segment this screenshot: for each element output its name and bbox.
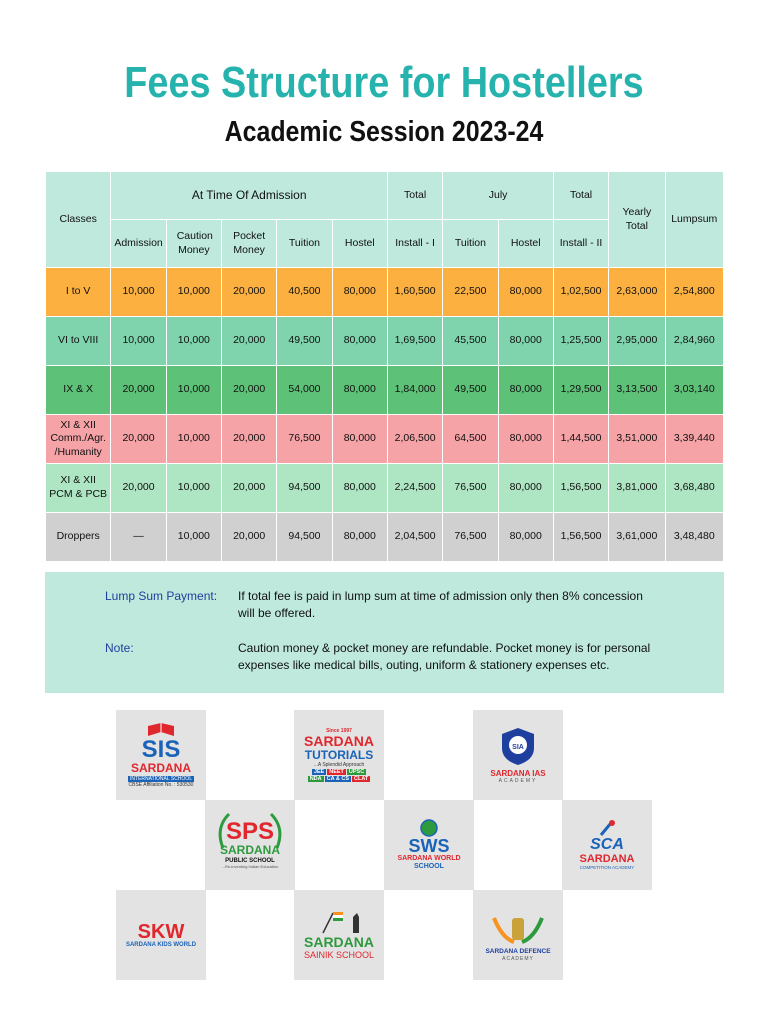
- july-hostel-cell: 80,000: [498, 268, 553, 317]
- ias-badge: SIA: [512, 744, 524, 751]
- sws-name: SARDANA WORLD: [397, 855, 461, 863]
- tuition-cell: 40,500: [277, 268, 332, 317]
- lump-sum-line: If total fee is paid in lump sum at time of admission only then 8% concession: [238, 589, 643, 603]
- header-at-admission: At Time Of Admission: [111, 172, 388, 220]
- tuition-cell: 94,500: [277, 513, 332, 562]
- july-hostel-cell: 80,000: [498, 366, 553, 415]
- header-hostel-1: Hostel: [332, 220, 387, 268]
- table-row: [46, 513, 724, 562]
- install-1-cell: 2,24,500: [387, 464, 442, 513]
- install-2-cell: 1,56,500: [553, 513, 608, 562]
- pocket-cell: 20,000: [222, 415, 277, 464]
- flag-soldier-icon: [309, 909, 369, 935]
- note-label: Note:: [105, 641, 134, 655]
- tag: CLAT: [354, 776, 369, 783]
- july-tuition-cell: 64,500: [443, 415, 498, 464]
- sis-name: SARDANA: [131, 761, 191, 776]
- install-1-cell: 2,06,500: [387, 415, 442, 464]
- header-install-1: Install - I: [387, 220, 442, 268]
- july-tuition-cell: 76,500: [443, 464, 498, 513]
- july-tuition-cell: 76,500: [443, 513, 498, 562]
- yearly-total-cell: 3,51,000: [609, 415, 665, 464]
- notes-panel: [45, 572, 724, 693]
- class-line: Comm./Agr.: [50, 432, 106, 445]
- logo-sardana-competition-academy: [562, 800, 652, 890]
- pocket-cell: 20,000: [222, 317, 277, 366]
- header-caution-money: Caution Money: [166, 220, 221, 268]
- caution-cell: 10,000: [166, 464, 221, 513]
- tutorials-name2: TUTORIALS: [304, 748, 374, 763]
- july-hostel-cell: 80,000: [498, 317, 553, 366]
- header-install-2: Install - II: [553, 220, 608, 268]
- lump-sum-line: will be offered.: [238, 606, 316, 620]
- class-cell: I to V: [46, 268, 111, 317]
- logo-sardana-tutorials: [294, 710, 384, 800]
- sis-sub: INTERNATIONAL SCHOOL: [130, 775, 192, 782]
- yearly-total-cell: 2,63,000: [609, 268, 665, 317]
- lump-sum-label: Lump Sum Payment:: [105, 589, 218, 603]
- note-line: Caution money & pocket money are refundable. Pocket money is for personal: [238, 641, 651, 655]
- sws-sub: SCHOOL: [414, 863, 444, 870]
- logo-sardana-defence-academy: [473, 890, 563, 980]
- caution-cell: 10,000: [166, 366, 221, 415]
- note-text: [238, 640, 678, 674]
- admission-cell: 20,000: [111, 415, 166, 464]
- torch-icon: [597, 819, 617, 837]
- logo-sardana-sainik-school: [294, 890, 384, 980]
- sainik-name: SARDANA: [304, 934, 374, 951]
- skw-big: SKW: [137, 920, 185, 943]
- defence-sub: ACADEMY: [502, 955, 534, 962]
- caution-cell: 10,000: [166, 415, 221, 464]
- tuition-cell: 94,500: [277, 464, 332, 513]
- install-2-cell: 1,44,500: [553, 415, 608, 464]
- defence-name: SARDANA DEFENCE: [485, 948, 551, 956]
- hostel-cell: 80,000: [332, 464, 387, 513]
- hostel-cell: 80,000: [332, 366, 387, 415]
- tuition-cell: 54,000: [277, 366, 332, 415]
- page-subtitle: Academic Session 2023-24: [224, 116, 544, 148]
- lumpsum-cell: 2,84,960: [665, 317, 723, 366]
- yearly-total-cell: 3,81,000: [609, 464, 665, 513]
- install-2-cell: 1,29,500: [553, 366, 608, 415]
- sis-tiny: CBSE Affiliation No. : 530530: [128, 781, 194, 788]
- lump-sum-text: [238, 588, 678, 622]
- sca-big: SCA: [590, 836, 624, 854]
- lumpsum-cell: 2,54,800: [665, 268, 723, 317]
- header-admission: Admission: [111, 220, 166, 268]
- globe-icon: [418, 819, 440, 837]
- lumpsum-cell: 3,68,480: [665, 464, 723, 513]
- tag: NEET: [329, 769, 344, 776]
- tutorials-tags: [308, 776, 371, 782]
- class-line: PCM & PCB: [49, 488, 108, 500]
- admission-cell: 10,000: [111, 317, 166, 366]
- ias-sub: ACADEMY: [498, 778, 538, 785]
- sps-tiny: ...Re-inventing Indian Education: [221, 863, 279, 869]
- july-hostel-cell: 80,000: [498, 415, 553, 464]
- sps-name: SARDANA: [220, 843, 280, 858]
- july-tuition-cell: 22,500: [443, 268, 498, 317]
- class-cell: [46, 464, 111, 513]
- skw-name: SARDANA KIDS WORLD: [125, 941, 197, 948]
- install-2-cell: 1,02,500: [553, 268, 608, 317]
- header-classes: Classes: [46, 172, 111, 268]
- sps-big: SPS: [225, 818, 275, 846]
- sca-sub: COMPETITION ACADEMY: [579, 865, 635, 871]
- ias-name: SARDANA IAS: [490, 768, 546, 778]
- fees-table: [45, 171, 724, 562]
- logo-sardana-world-school: [384, 800, 474, 890]
- admission-cell: 10,000: [111, 268, 166, 317]
- tutorials-name: SARDANA: [304, 732, 374, 749]
- tag: JEE: [313, 769, 325, 776]
- class-cell: Droppers: [46, 513, 111, 562]
- tutorials-since: Since 1997: [326, 727, 352, 734]
- class-line: XI & XII: [60, 418, 96, 431]
- install-2-cell: 1,56,500: [553, 464, 608, 513]
- install-1-cell: 1,84,000: [387, 366, 442, 415]
- table-row: [46, 268, 724, 317]
- lumpsum-cell: 3,39,440: [665, 415, 723, 464]
- header-total-1: Total: [387, 172, 442, 220]
- pocket-cell: 20,000: [222, 464, 277, 513]
- logo-sardana-ias-academy: [473, 710, 563, 800]
- hostel-cell: 80,000: [332, 513, 387, 562]
- caution-cell: 10,000: [166, 317, 221, 366]
- tag: UPSC: [348, 769, 365, 776]
- header-total-2: Total: [553, 172, 608, 220]
- caution-cell: 10,000: [166, 513, 221, 562]
- yearly-total-cell: 2,95,000: [609, 317, 665, 366]
- install-2-cell: 1,25,500: [553, 317, 608, 366]
- admission-cell: 20,000: [111, 366, 166, 415]
- lumpsum-cell: 3,48,480: [665, 513, 723, 562]
- sis-big: SIS: [141, 736, 181, 764]
- tuition-cell: 76,500: [277, 415, 332, 464]
- tutorials-tagline: ...A Splendid Approach: [313, 762, 365, 769]
- admission-cell: 20,000: [111, 464, 166, 513]
- header-tuition-1: Tuition: [277, 220, 332, 268]
- header-hostel-2: Hostel: [498, 220, 553, 268]
- caution-cell: 10,000: [166, 268, 221, 317]
- class-line: XI & XII: [60, 474, 96, 487]
- table-row: [46, 415, 724, 464]
- lumpsum-cell: 3,03,140: [665, 366, 723, 415]
- july-hostel-cell: 80,000: [498, 513, 553, 562]
- pocket-cell: 20,000: [222, 513, 277, 562]
- tuition-cell: 49,500: [277, 317, 332, 366]
- emblem-icon: [488, 908, 548, 948]
- hostel-cell: 80,000: [332, 268, 387, 317]
- sainik-sub: SAINIK SCHOOL: [303, 949, 375, 960]
- hostel-cell: 80,000: [332, 317, 387, 366]
- sps-sub: PUBLIC SCHOOL: [225, 857, 275, 864]
- note-line: expenses like medical bills, outing, uniform & stationery expenses etc.: [238, 658, 610, 672]
- logo-sardana-public-school: [205, 800, 295, 890]
- class-cell: VI to VIII: [46, 317, 111, 366]
- page-title: Fees Structure for Hostellers: [124, 58, 644, 107]
- july-hostel-cell: 80,000: [498, 464, 553, 513]
- table-row: [46, 366, 724, 415]
- pocket-cell: 20,000: [222, 268, 277, 317]
- header-yearly-total: Yearly Total: [609, 172, 665, 268]
- class-line: /Humanity: [54, 445, 102, 458]
- tag: CA & CS: [326, 776, 350, 783]
- header-july: July: [443, 172, 554, 220]
- header-pocket-money: Pocket Money: [222, 220, 277, 268]
- tag: NDA: [309, 776, 322, 783]
- class-cell: [46, 415, 111, 464]
- pocket-cell: 20,000: [222, 366, 277, 415]
- july-tuition-cell: 45,500: [443, 317, 498, 366]
- sws-big: SWS: [408, 836, 450, 857]
- install-1-cell: 1,60,500: [387, 268, 442, 317]
- logo-sardana-international-school: [116, 710, 206, 800]
- logo-sardana-kids-world: [116, 890, 206, 980]
- table-row: [46, 464, 724, 513]
- hostel-cell: 80,000: [332, 415, 387, 464]
- yearly-total-cell: 3,61,000: [609, 513, 665, 562]
- table-row: [46, 317, 724, 366]
- sca-name: SARDANA: [579, 853, 635, 866]
- class-cell: IX & X: [46, 366, 111, 415]
- admission-cell: —: [111, 513, 166, 562]
- install-1-cell: 2,04,500: [387, 513, 442, 562]
- header-lumpsum: Lumpsum: [665, 172, 723, 268]
- tutorials-tags: [312, 769, 366, 775]
- july-tuition-cell: 49,500: [443, 366, 498, 415]
- yearly-total-cell: 3,13,500: [609, 366, 665, 415]
- install-1-cell: 1,69,500: [387, 317, 442, 366]
- header-tuition-2: Tuition: [443, 220, 498, 268]
